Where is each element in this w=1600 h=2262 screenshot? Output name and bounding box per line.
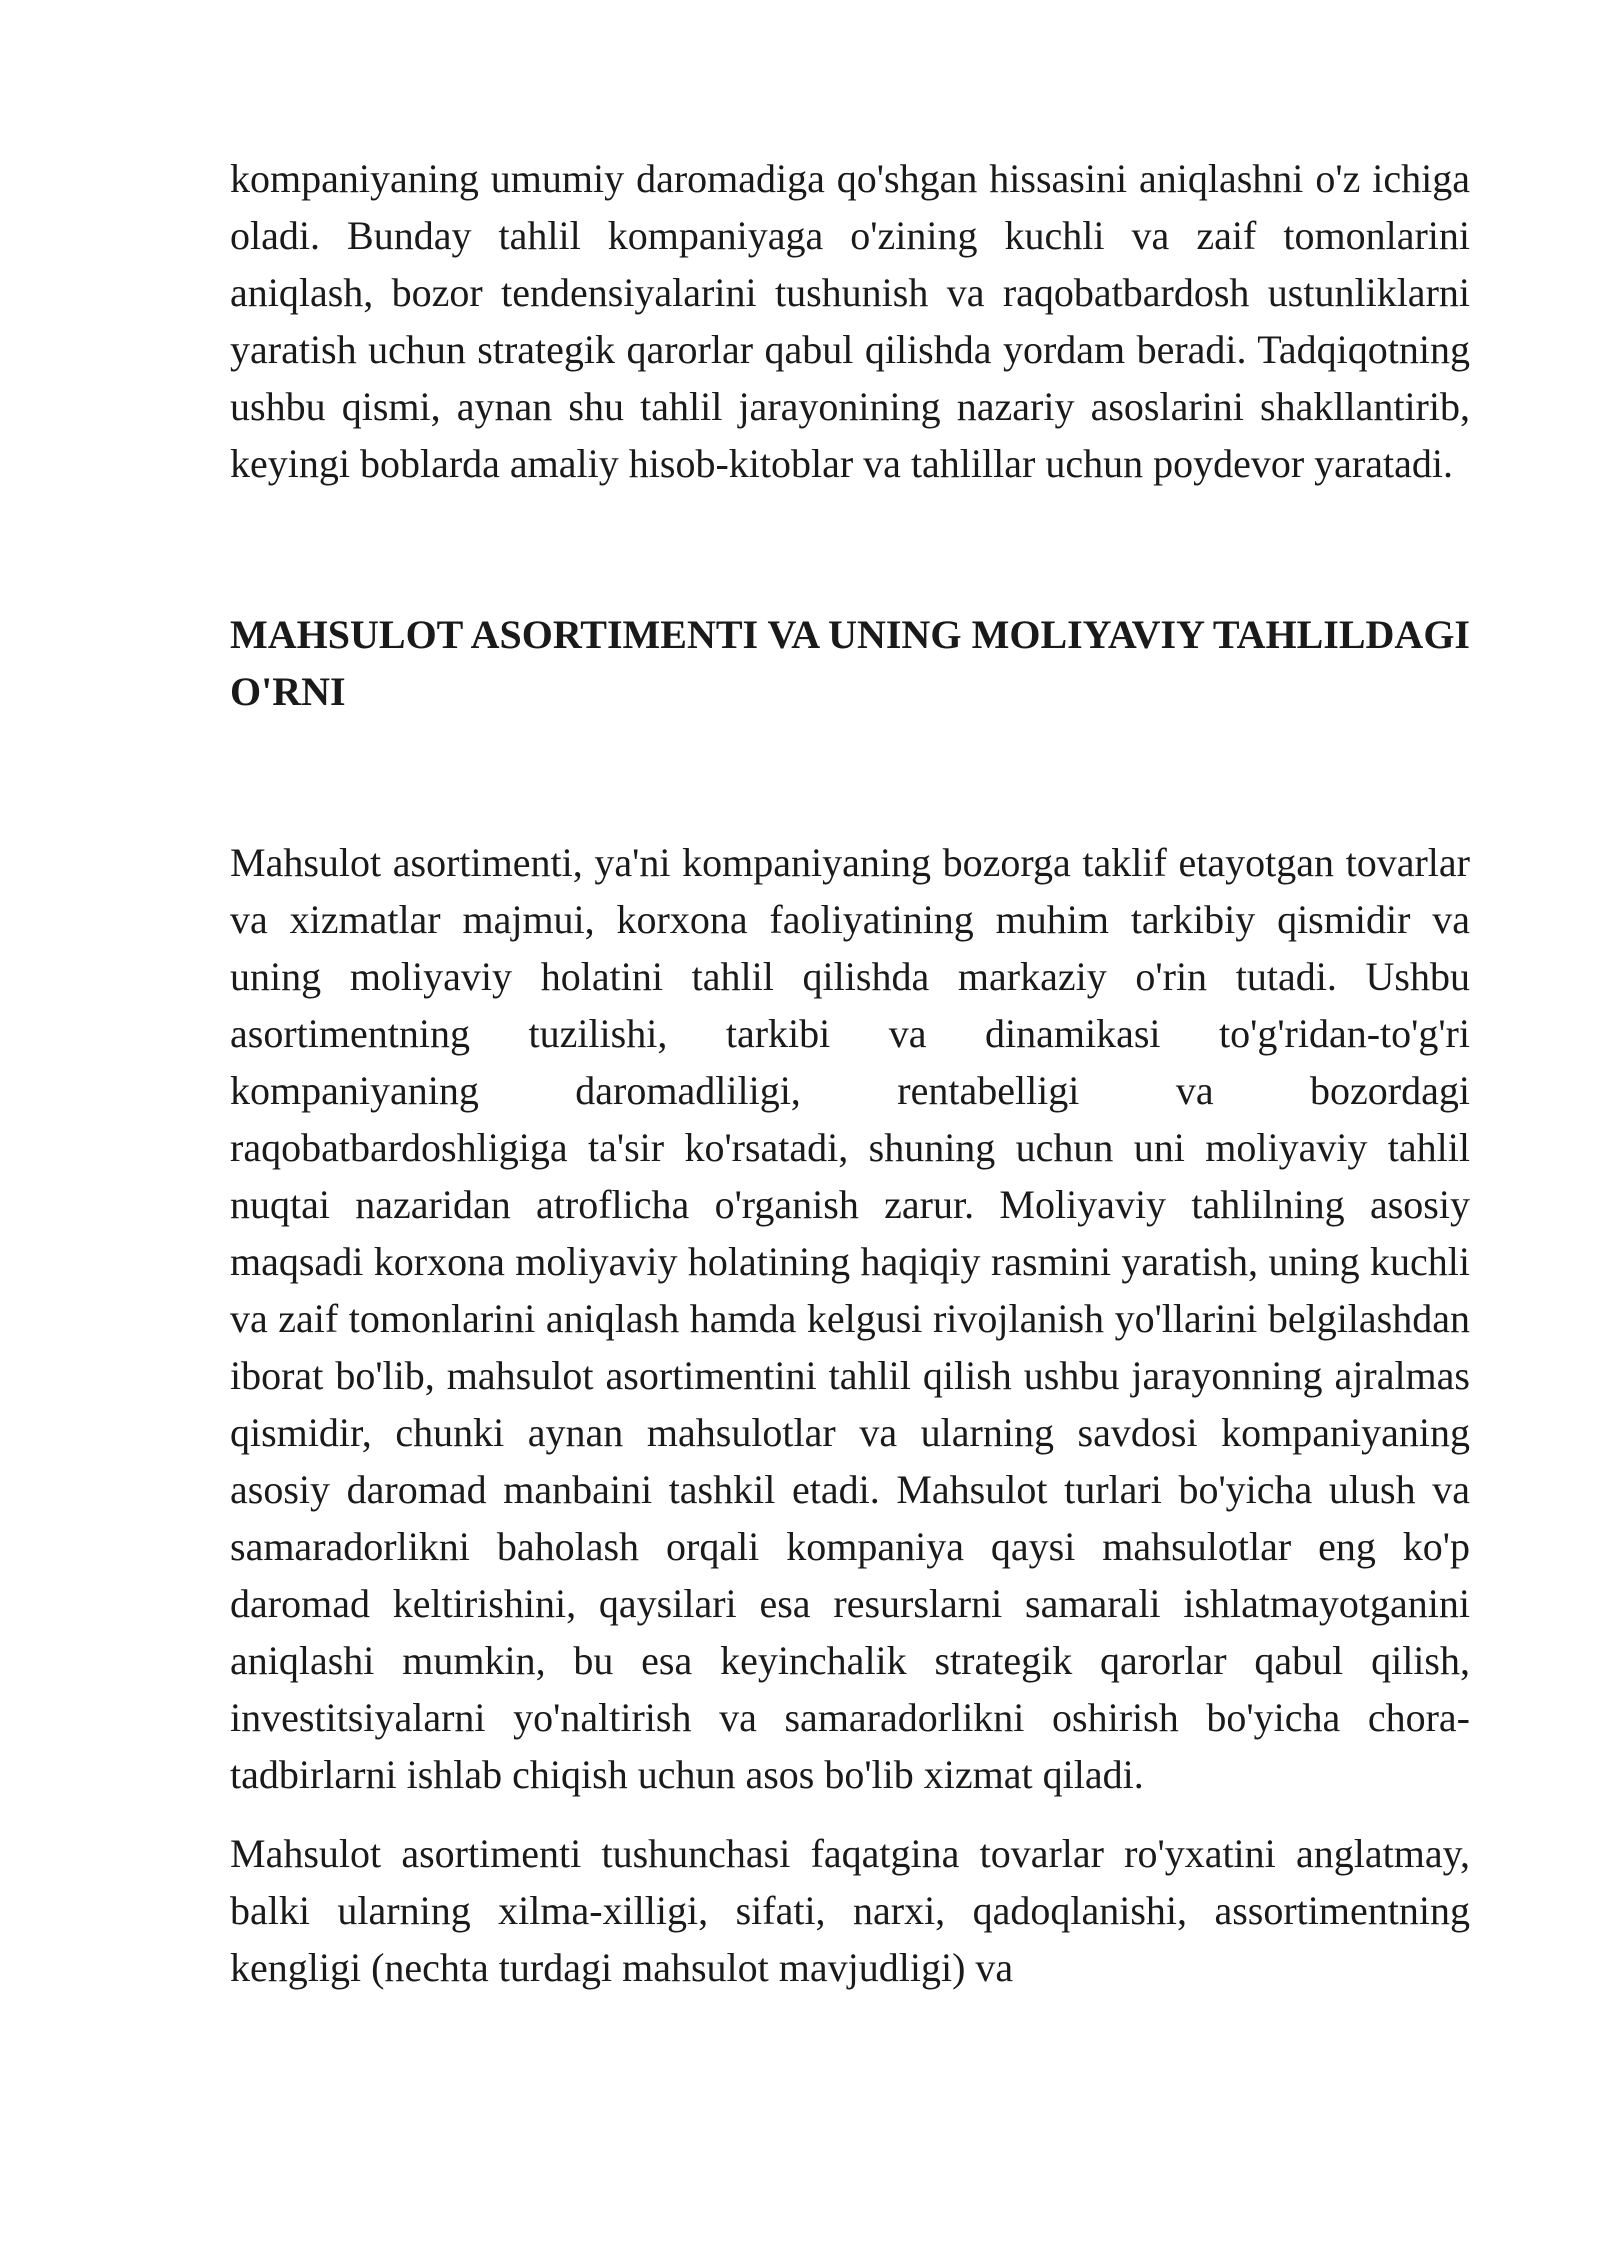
section-heading-block <box>230 606 1470 720</box>
body-paragraph-1: Mahsulot asortimenti, ya'ni kompaniyaning bozorga taklif etayotgan tovarlar va xizmatlar majmui, korxona faoliyatining muhim tarkibiy qismidir va uning moliyaviy holatini tahlil qilishda markaziy o'rin tutadi. Ushbu asortimentning tuzilishi, tarkibi va dinamikasi to'g'ridan-to'g'ri kompaniyaning daromadliligi, rentabelligi va bozordagi raqobatbardoshligiga ta'sir ko'rsatadi, shuning uchun uni moliyaviy tahlil nuqtai nazaridan atroflicha o'rganish zarur. Moliyaviy tahlilning asosiy maqsadi korxona moliyaviy holatining haqiqiy rasmini yaratish, uning kuchli va zaif tomonlarini aniqlash hamda kelgusi rivojlanish yo'llarini belgilashdan iborat bo'lib, mahsulot asortimentini tahlil qilish ushbu jarayonning ajralmas qismidir, chunki aynan mahsulotlar va ularning savdosi kompaniyaning asosiy daromad manbaini tashkil etadi. Mahsulot turlari bo'yicha ulush va samaradorlikni baholash orqali kompaniya qaysi mahsulotlar eng ko'p daromad keltirishini, qaysilari esa resurslarni samarali ishlatmayotganini aniqlashi mumkin, bu esa keyinchalik strategik qarorlar qabul qilish, investitsiyalarni yo'naltirish va samaradorlikni oshirish bo'yicha chora-tadbirlarni ishlab chiqish uchun asos bo'lib xizmat qiladi. <box>230 840 1470 1797</box>
document-page <box>230 150 1470 1996</box>
intro-paragraph: kompaniyaning umumiy daromadiga qo'shgan hissasini aniqlashni o'z ichiga oladi. Bunday tahlil kompaniyaga o'zining kuchli va zaif tomonlarini aniqlash, bozor tendensiyalarini tushunish va raqobatbardosh ustunliklarni yaratish uchun strategik qarorlar qabul qilishda yordam beradi. Tadqiqotning ushbu qismi, aynan shu tahlil jarayonining nazariy asoslarini shakllantirib, keyingi boblarda amaliy hisob-kitoblar va tahlillar uchun poydevor yaratadi. <box>230 156 1470 486</box>
section-heading: MAHSULOT ASORTIMENTI VA UNING MOLIYAVIY TAHLILDAGI O'RNI <box>230 612 1470 714</box>
body-paragraph-2: Mahsulot asortimenti tushunchasi faqatgina tovarlar ro'yxatini anglatmay, balki ularning xilma-xilligi, sifati, narxi, qadoqlanishi, assortimentning kengligi (nechta turdagi mahsulot mavjudligi) va <box>230 1831 1470 1990</box>
